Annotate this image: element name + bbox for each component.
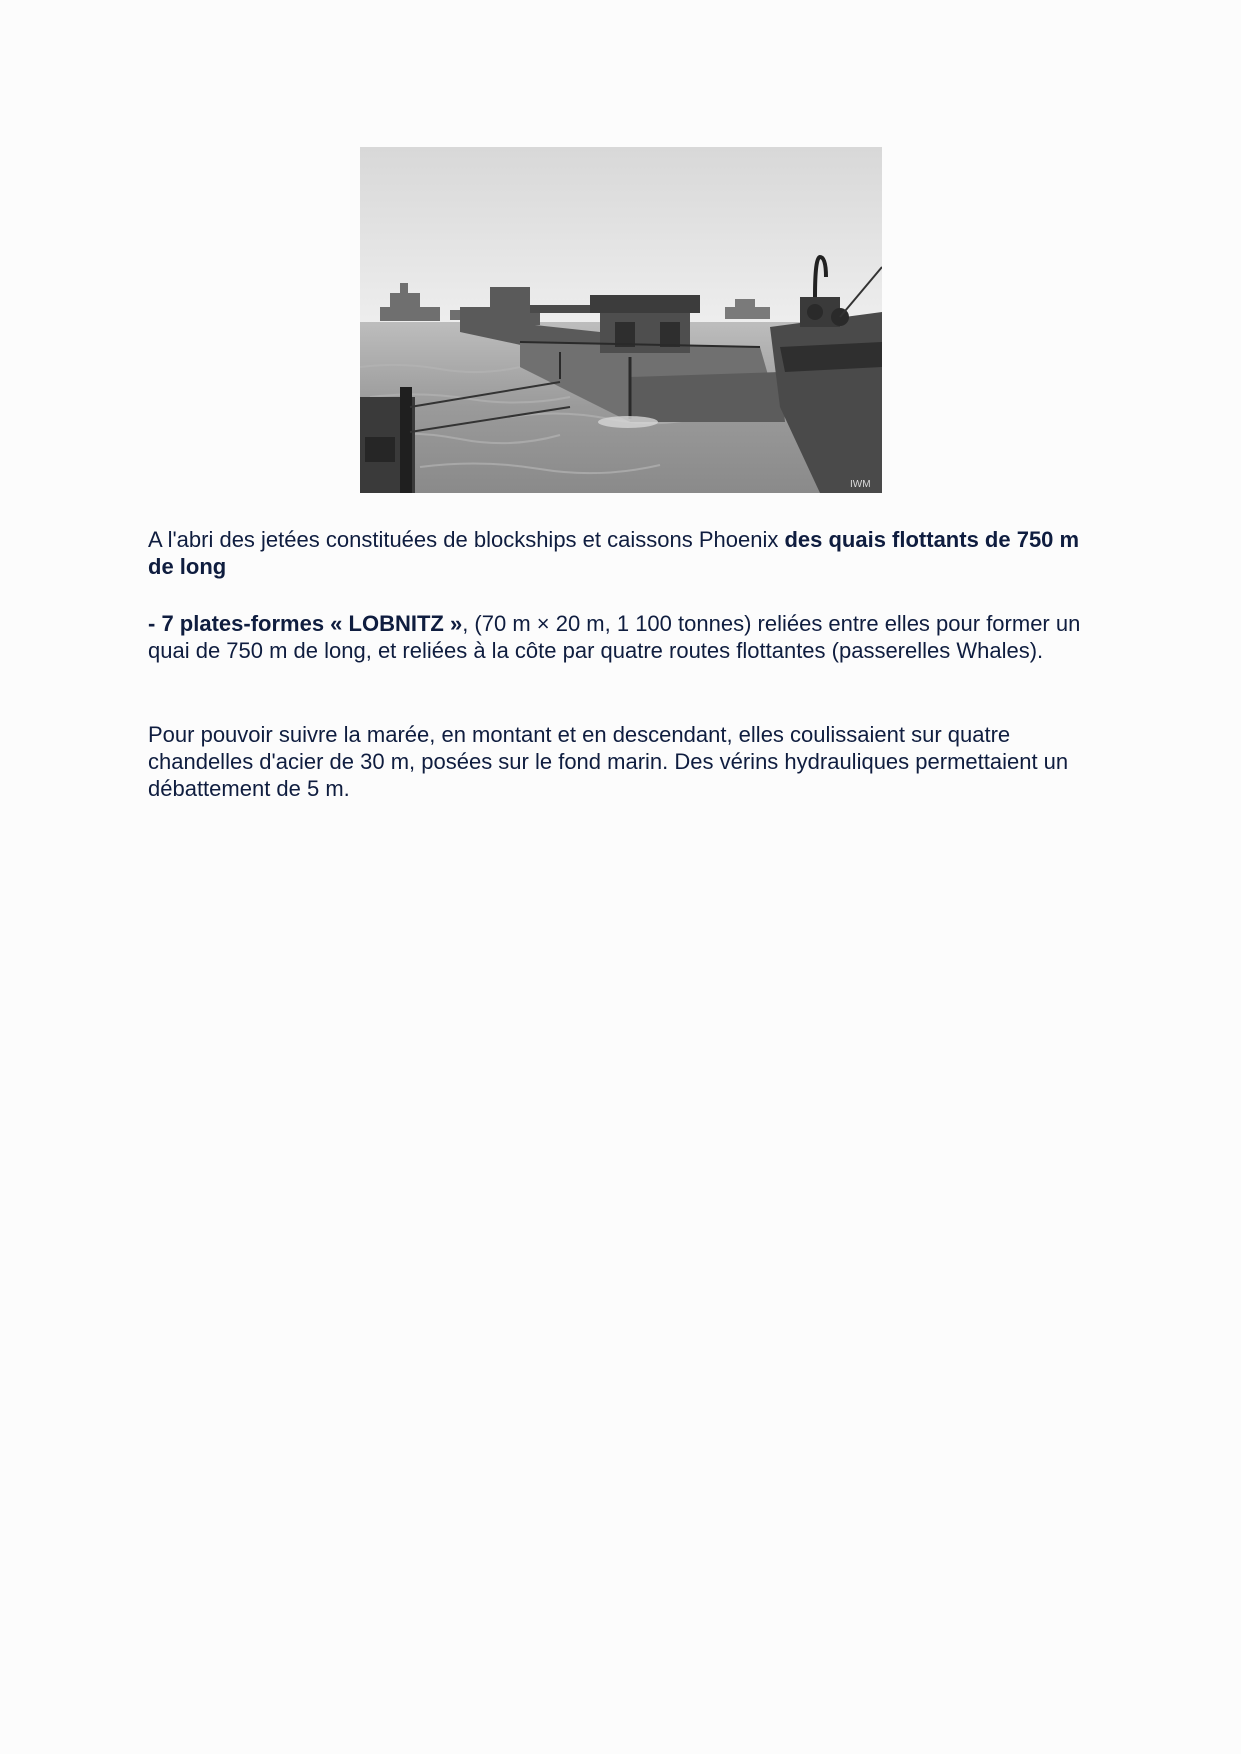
paragraph-floating-docks: [148, 526, 1098, 580]
paragraph-tide-text: Pour pouvoir suivre la marée, en montant et en descendant, elles coulissaient sur quatre chandelles d'acier de 30 m, posées sur le fond marin. Des vérins hydrauliques permettaient un débattement de 5 m.: [148, 722, 1069, 801]
paragraph-lobnitz-platforms: [148, 610, 1098, 664]
pier-photo-drawing: [360, 147, 882, 493]
paragraph-tide-mechanism: [148, 721, 1098, 802]
watermark-text: IWM: [850, 479, 871, 490]
paragraph-floating-docks-lead: A l'abri des jetées constituées de blockships et caissons Phoenix: [148, 527, 785, 552]
pier-photo: [360, 147, 882, 493]
paragraph-floating-docks-bold: des quais flottants de 750 m de long: [148, 527, 1080, 579]
paragraph-lobnitz-bold: - 7 plates-formes « LOBNITZ »: [148, 611, 463, 636]
paragraph-lobnitz-rest: , (70 m × 20 m, 1 100 tonnes) reliées entre elles pour former un quai de 750 m de long, et reliées à la côte par quatre routes flottantes (passerelles Whales).: [148, 611, 1081, 663]
